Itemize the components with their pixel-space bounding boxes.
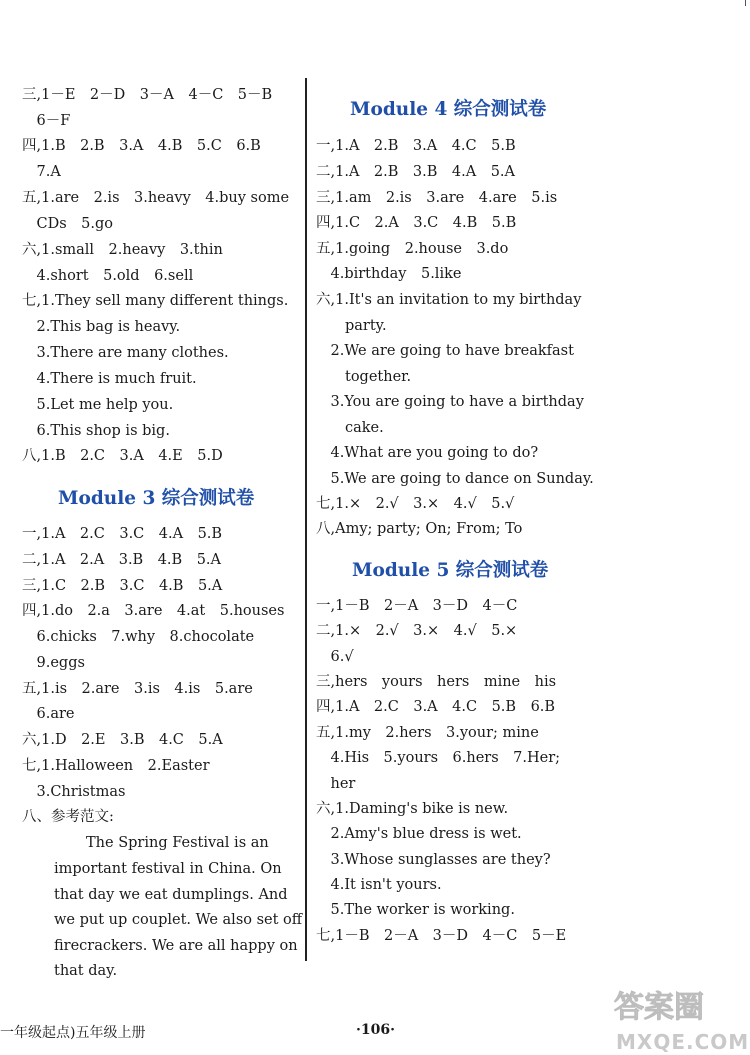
answer-line: together. bbox=[316, 369, 412, 385]
answer-line: 6.This shop is big. bbox=[22, 423, 170, 439]
answer-line: cake. bbox=[316, 420, 384, 436]
answer-line: 五,1.are 2.is 3.heavy 4.buy some bbox=[22, 190, 290, 206]
answer-line: 四,1.do 2.a 3.are 4.at 5.houses bbox=[22, 603, 285, 619]
answer-line: 四,1.C 2.A 3.C 4.B 5.B bbox=[316, 215, 517, 231]
answer-line: 一,1.A 2.C 3.C 4.A 5.B bbox=[22, 526, 223, 542]
module3-title: Module 3 综合测试卷 bbox=[58, 488, 255, 509]
answer-line: 七,1－B 2－A 3－D 4－C 5－E bbox=[316, 928, 567, 944]
answer-line: 二,1.A 2.B 3.B 4.A 5.A bbox=[316, 164, 516, 180]
answer-line: 四,1.B 2.B 3.A 4.B 5.C 6.B bbox=[22, 138, 261, 154]
answer-line: 五,1.going 2.house 3.do bbox=[316, 241, 509, 257]
watermark-url: MXQE.COM bbox=[616, 1030, 750, 1054]
answer-line: 6.are bbox=[22, 706, 75, 722]
essay-line: that day. bbox=[54, 963, 118, 979]
answer-line: 四,1.A 2.C 3.A 4.C 5.B 6.B bbox=[316, 699, 556, 715]
answer-line: 六,1.D 2.E 3.B 4.C 5.A bbox=[22, 732, 223, 748]
answer-line: 3.You are going to have a birthday bbox=[316, 394, 584, 410]
answer-line: 三,1.C 2.B 3.C 4.B 5.A bbox=[22, 578, 223, 594]
answer-line: 七,1.× 2.√ 3.× 4.√ 5.√ bbox=[316, 496, 515, 512]
essay-line: that day we eat dumplings. And bbox=[54, 887, 288, 903]
answer-line: 五,1.is 2.are 3.is 4.is 5.are bbox=[22, 681, 253, 697]
answer-line: 八、参考范文: bbox=[22, 809, 114, 825]
answer-line: her bbox=[316, 776, 356, 792]
answer-line: 八,1.B 2.C 3.A 4.E 5.D bbox=[22, 448, 223, 464]
answer-line: 七,1.Halloween 2.Easter bbox=[22, 758, 210, 774]
answer-line: 三,1－E 2－D 3－A 4－C 5－B bbox=[22, 87, 273, 103]
answer-line: 6.√ bbox=[316, 649, 354, 665]
page-number: ·106· bbox=[356, 1022, 395, 1038]
answer-line: 6.chicks 7.why 8.chocolate bbox=[22, 629, 255, 645]
essay-line: firecrackers. We are all happy on bbox=[54, 938, 298, 954]
answer-line: 4.What are you going to do? bbox=[316, 445, 539, 461]
answer-line: 一,1－B 2－A 3－D 4－C bbox=[316, 598, 518, 614]
answer-line: 六,1.It's an invitation to my birthday bbox=[316, 292, 582, 308]
answer-line: 5.We are going to dance on Sunday. bbox=[316, 471, 594, 487]
answer-line: 2.Amy's blue dress is wet. bbox=[316, 826, 522, 842]
answer-line: 三,hers yours hers mine his bbox=[316, 674, 557, 690]
answer-line: 2.This bag is heavy. bbox=[22, 319, 181, 335]
essay-line: we put up couplet. We also set off bbox=[54, 912, 303, 928]
answer-line: party. bbox=[316, 318, 387, 334]
answer-line: 3.Whose sunglasses are they? bbox=[316, 852, 551, 868]
answer-line: 4.short 5.old 6.sell bbox=[22, 268, 194, 284]
footer-book-title: 一年级起点)五年级上册 bbox=[0, 1025, 146, 1041]
answer-line: 3.There are many clothes. bbox=[22, 345, 229, 361]
answer-line: 4.His 5.yours 6.hers 7.Her; bbox=[316, 750, 561, 766]
answer-line: 二,1.A 2.A 3.B 4.B 5.A bbox=[22, 552, 222, 568]
answer-line: 三,1.am 2.is 3.are 4.are 5.is bbox=[316, 190, 558, 206]
module4-title: Module 4 综合测试卷 bbox=[350, 99, 547, 120]
answer-line: 9.eggs bbox=[22, 655, 85, 671]
answer-line: 5.The worker is working. bbox=[316, 902, 515, 918]
answer-line: CDs 5.go bbox=[22, 216, 114, 232]
answer-line: 4.There is much fruit. bbox=[22, 371, 197, 387]
answer-line: 八,Amy; party; On; From; To bbox=[316, 521, 523, 537]
essay-line: The Spring Festival is an bbox=[86, 835, 269, 851]
answer-line: 七,1.They sell many different things. bbox=[22, 293, 289, 309]
answer-line: 7.A bbox=[22, 164, 61, 180]
answer-line: 六,1.Daming's bike is new. bbox=[316, 801, 509, 817]
answer-line: 4.birthday 5.like bbox=[316, 266, 462, 282]
answer-line: 5.Let me help you. bbox=[22, 397, 174, 413]
answer-line: 3.Christmas bbox=[22, 784, 126, 800]
edge-mark bbox=[745, 0, 746, 6]
column-divider bbox=[305, 78, 307, 961]
answer-line: 五,1.my 2.hers 3.your; mine bbox=[316, 725, 539, 741]
answer-line: 4.It isn't yours. bbox=[316, 877, 442, 893]
module5-title: Module 5 综合测试卷 bbox=[352, 560, 549, 581]
answer-line: 二,1.× 2.√ 3.× 4.√ 5.× bbox=[316, 623, 518, 639]
answer-line: 一,1.A 2.B 3.A 4.C 5.B bbox=[316, 138, 516, 154]
watermark-top-text: 答案圈 bbox=[614, 990, 704, 1025]
answer-line: 6－F bbox=[22, 113, 71, 129]
answer-line: 2.We are going to have breakfast bbox=[316, 343, 574, 359]
answer-line: 六,1.small 2.heavy 3.thin bbox=[22, 242, 223, 258]
essay-line: important festival in China. On bbox=[54, 861, 282, 877]
